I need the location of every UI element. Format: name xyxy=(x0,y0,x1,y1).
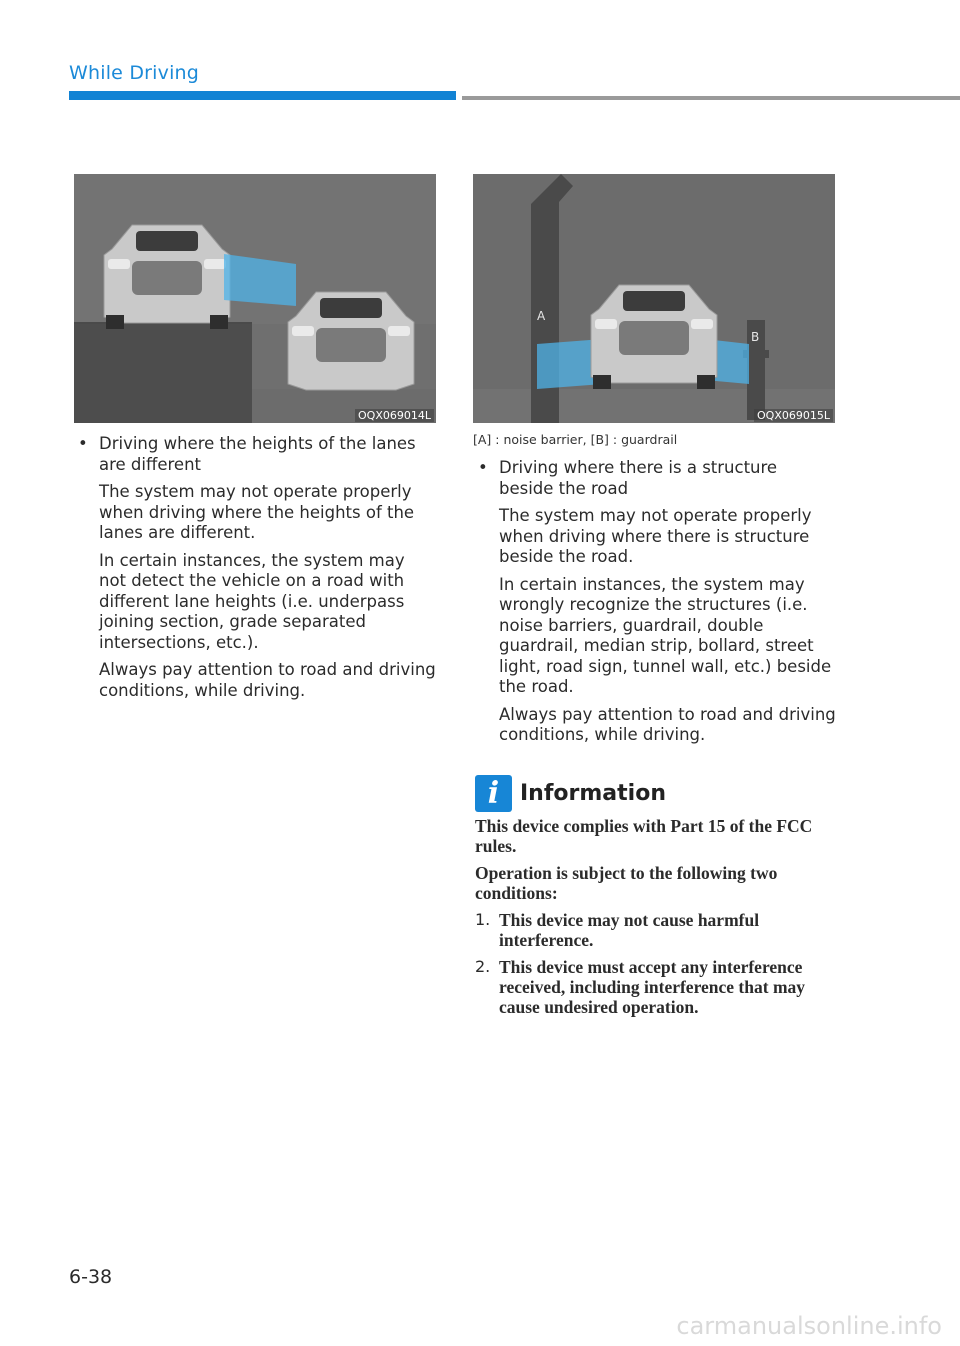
figure-different-lane-heights xyxy=(74,174,436,423)
bullet-heading xyxy=(476,458,836,499)
item-text: This device must accept any interference received, including interference that may cause undesired operation. xyxy=(499,957,806,1017)
information-body xyxy=(475,816,835,1024)
item-number: 2. xyxy=(475,957,491,976)
info-paragraph: This device complies with Part 15 of the FCC rules. xyxy=(475,816,813,856)
item-number: 1. xyxy=(475,910,491,929)
numbered-item xyxy=(475,910,835,950)
page-number: 6-38 xyxy=(69,1266,113,1288)
section-title: While Driving xyxy=(69,62,200,84)
upper-car xyxy=(104,225,230,329)
lane-height-illustration xyxy=(74,174,436,423)
paragraph: The system may not operate properly when driving where the heights of the lanes are different. xyxy=(99,482,415,542)
paragraph: Always pay attention to road and driving conditions, while driving. xyxy=(99,660,436,700)
header-accent-bar xyxy=(69,91,456,100)
paragraph: The system may not operate properly when driving where there is structure beside the road. xyxy=(499,506,812,566)
bullet-heading xyxy=(76,434,436,475)
bullet-heading-text: Driving where the heights of the lanes are different xyxy=(99,434,416,474)
header-rule xyxy=(462,96,960,100)
figure-code: OQX069015L xyxy=(754,409,833,422)
info-icon: i xyxy=(475,775,512,812)
lower-car xyxy=(288,292,414,390)
bullet-dot: • xyxy=(478,458,488,477)
figure-caption: [A] : noise barrier, [B] : guardrail xyxy=(473,432,678,447)
watermark: carmanualsonline.info xyxy=(676,1312,942,1340)
label-b: B xyxy=(751,330,760,344)
info-paragraph: Operation is subject to the following two conditions: xyxy=(475,863,778,903)
bullet-heading-text: Driving where there is a structure beside the road xyxy=(499,458,778,498)
label-a: A xyxy=(537,309,546,323)
paragraph: Always pay attention to road and driving conditions, while driving. xyxy=(499,704,836,744)
structure-illustration xyxy=(473,174,835,423)
figure-code: OQX069014L xyxy=(355,409,434,422)
paragraph: In certain instances, the system may not detect the vehicle on a road with different lane heights (i.e. underpass joining section, grade separated intersections, etc.). xyxy=(99,550,405,652)
figure-structure-beside-road xyxy=(473,174,835,423)
numbered-item xyxy=(475,957,835,1017)
right-column-text xyxy=(476,458,836,746)
center-car xyxy=(591,285,717,389)
item-text: This device may not cause harmful interference. xyxy=(499,910,760,950)
bullet-dot: • xyxy=(78,434,88,453)
paragraph: In certain instances, the system may wrongly recognize the structures (i.e. noise barriers, guardrail, double guardrail, median strip, bollard, street light, road sign, tunnel wall, etc.) beside the road. xyxy=(499,574,832,696)
information-title: Information xyxy=(520,780,666,806)
information-heading xyxy=(475,774,666,812)
left-column-text xyxy=(76,434,436,701)
